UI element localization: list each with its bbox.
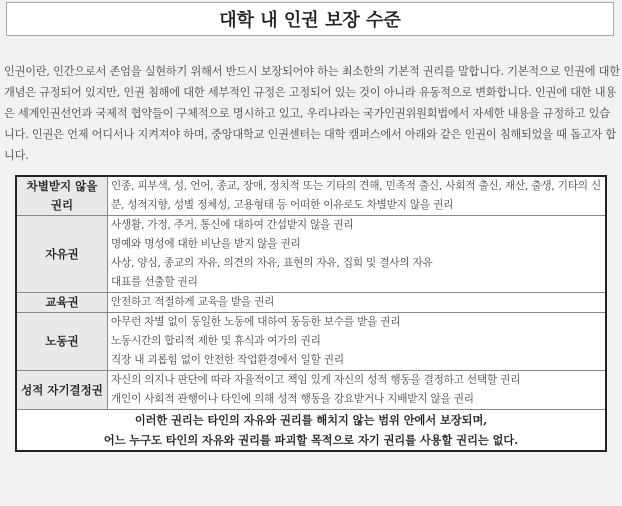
table-row-sexual-self-determination bbox=[16, 371, 606, 410]
footer-line: 이러한 권리는 타인의 자유와 권리를 해치지 않는 범위 안에서 보장되며, bbox=[134, 413, 488, 427]
right-item: 자신의 의지나 판단에 따라 자율적이고 책임 있게 자신의 성적 행동을 결정하고 선택할 권리 bbox=[111, 374, 521, 386]
footer-note bbox=[16, 410, 606, 452]
table-row-non-discrimination bbox=[16, 176, 606, 216]
right-name: 자유권 bbox=[16, 216, 108, 293]
intro-paragraph: 인권이란, 인간으로서 존엄을 실현하기 위해서 반드시 보장되어야 하는 최소한의 기본적 권리를 말합니다. 기본적으로 인권에 대한 개념은 규정되어 있지만, 인권 침해에 대한 세부적인 규정은 고정되어 있는 것이 아니라 유동적으로 변화합니다. 인권에 대한 내용은 세계인권선언과 국제적 협약들이 구체적으로 명시하고 있고, 우리나라는 국가인권위원회법에서 자세한 내용을 규정하고 있습니다. 인권은 언제 어디서나 지켜져야 하며, 중앙대학교 인권센터는 대학 캠퍼스에서 아래와 같은 인권이 침해되었을 때 돕고자 합니다. bbox=[4, 65, 620, 162]
right-name: 차별받지 않을 권리 bbox=[16, 176, 108, 216]
right-description bbox=[108, 293, 607, 313]
right-item: 대표를 선출할 권리 bbox=[111, 276, 198, 288]
right-item: 직장 내 괴롭힘 없이 안전한 작업환경에서 일할 권리 bbox=[111, 354, 344, 366]
page-title: 대학 내 인권 보장 수준 bbox=[6, 2, 614, 36]
table-row-labor bbox=[16, 313, 606, 371]
right-item: 아무런 차별 없이 동일한 노동에 대하여 동등한 보수를 받을 권리 bbox=[111, 316, 401, 328]
right-item: 사상, 양심, 종교의 자유, 의견의 자유, 표현의 자유, 집회 및 결사의 자유 bbox=[111, 257, 433, 269]
rights-table-container bbox=[15, 175, 607, 452]
table-footer-row bbox=[16, 410, 606, 452]
table-row-education bbox=[16, 293, 606, 313]
right-description bbox=[108, 371, 607, 410]
right-item: 개인이 사회적 관행이나 타인에 의해 성적 행동을 강요받거나 지배받지 않을 권리 bbox=[111, 393, 474, 405]
right-item: 사생활, 가정, 주거, 통신에 대하여 간섭받지 않을 권리 bbox=[111, 219, 354, 231]
table-row-freedom bbox=[16, 216, 606, 293]
right-description bbox=[108, 216, 607, 293]
right-item: 안전하고 적절하게 교육을 받을 권리 bbox=[111, 296, 275, 308]
footer-line: 어느 누구도 타인의 자유와 권리를 파괴할 목적으로 자기 권리를 사용할 권리는 없다. bbox=[103, 433, 519, 447]
right-item: 노동시간의 합리적 제한 및 휴식과 여가의 권리 bbox=[111, 335, 321, 347]
right-name: 교육권 bbox=[16, 293, 108, 313]
right-name: 노동권 bbox=[16, 313, 108, 371]
right-description bbox=[108, 176, 607, 216]
right-item: 인종, 피부색, 성, 언어, 종교, 장애, 정치적 또는 기타의 견해, 민족적 출신, 사회적 출신, 재산, 출생, 기타의 신분, 성적지향, 성별 정체성, 고용형태 등 어떠한 이유로도 차별받지 않을 권리 bbox=[111, 180, 602, 211]
rights-table bbox=[15, 175, 607, 452]
right-name: 성적 자기결정권 bbox=[16, 371, 108, 410]
right-description bbox=[108, 313, 607, 371]
right-item: 명예와 명성에 대한 비난을 받지 않을 권리 bbox=[111, 238, 301, 250]
